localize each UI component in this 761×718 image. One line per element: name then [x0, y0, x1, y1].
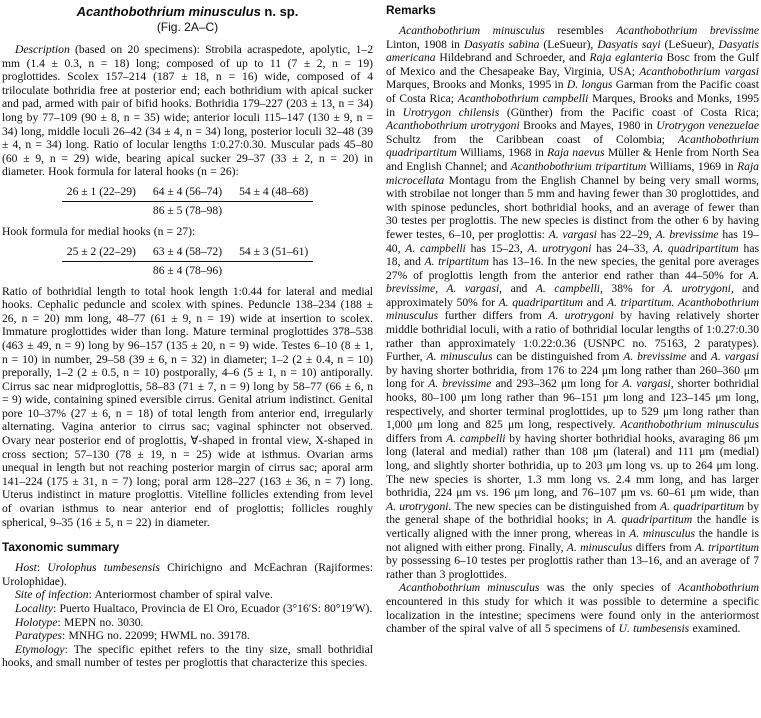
remarks-paragraph-2: Acanthobothrium minusculus was the only species of Acanthobothrium encountered in this study for which it was possible to determine a specific localization in the intestine; specimens were found only in the anteriormost chamber of the spiral valve of all 5 specimens of U. tumbesensis examined.	[386, 581, 759, 636]
paratypes-entry: Paratypes: MNHG no. 22099; HWML no. 39178.	[15, 629, 250, 643]
remarks-heading: Remarks	[386, 3, 436, 17]
medial-numerator-term-3: 54 ± 3 (51–61)	[239, 244, 309, 258]
etymology-entry: Etymology: The specific epithet refers to the tiny size, small bothridial hooks, and small number of testes per proglottis that characterize this species.	[2, 642, 373, 670]
right-column	[386, 2, 759, 670]
remarks-paragraph-1: Acanthobothrium minusculus resembles Acanthobothrium brevissime Linton, 1908 in Dasyatis sabina (LeSueur), Dasyatis sayi (LeSueur), Dasyatis americana Hildebrand and Schroeder, and Raja eglanteria Bosc from the Gulf of Mexico and the Chesapeake Bay, Virginia, USA; Acanthobothrium vargasi Marques, Brooks and Monks, 1995 in D. longus Garman from the Pacific coast of Costa Rica; Acanthobothrium campbelli Marques, Brooks and Monks, 1995 in Urotrygon chilensis (Günther) from the Pacific coast of Costa Rica; Acanthobothrium urotrygoni Brooks and Mayes, 1980 in Urotrygon venezuelae Schultz from the Caribbean coast of Colombia; Acanthobothrium quadripartitum Williams, 1968 in Raja naevus Müller & Henle from North Sea and English Channel; and Acanthobothrium tripartitum Williams, 1969 in Raja microcellata Montagu from the English Channel by being very small worms, with strobilae not longer than 5 mm and having fewer than 30 proglottides, and with spinose peduncles, short bothridial hooks, and an average of fewer than 30 testes per proglottis. The new species is distinct from the other 6 by having fewer testes, 6–10, per proglottis: A. vargasi has 22–29, A. brevissime has 19–40, A. campbelli has 15–23, A. urotrygoni has 24–33, A. quadripartitum has 18, and A. tripartitum has 13–16. In the new species, the genital pore averages 27% of proglottis length from the anterior end rather than 44–50% for A. brevissime, A. vargasi, and A. campbelli, 38% for A. urotrygoni, and approximately 50% for A. quadripartitum and A. tripartitum. Acanthobothrium minusculus further differs from A. urotrygoni by having relatively shorter middle bothridial loculi, with a ratio of bothridial locular lengths of 1:0.27:0.30 rather than approximately 1:0.22:0.36 (USNPC no. 75163, 2 paratypes). Further, A. minusculus can be distinguished from A. brevissime and A. vargasi by having shorter bothridia, from 176 to 224 μm long rather than 260–360 μm long for A. brevissime and 293–362 μm long for A. vargasi, shorter bothridial hooks, 80–100 μm long rather than 96–151 μm long and 123–145 μm long, respectively, and shorter terminal proglottides, up to 529 μm long rather than 1,000 μm long and 825 μm long, respectively. Acanthobothrium minusculus differs from A. campbelli by having shorter bothridial hooks, avaraging 86 μm long (lateral and medial) rather than 108 μm (lateral) and 111 μm (medial) long, and slightly shorter bothridia, up to 203 μm long vs. up to 264 μm long. The new species is shorter, 1.3 mm long vs. 2.4 mm long, and has larger bothridia, 224 μm vs. 196 μm long, and 76–107 μm vs. 60–61 μm wide, than A. urotrygoni. The new species can be distinguished from A. quadripartitum by the general shape of the bothridial hooks; in A. quadripartitum the handle is vertically aligned with the inner prong, whereas in A. minusculus the handle is not aligned with either prong. Finally, A. minusculus differs from A. tripartitum by possessing 6–10 testes per proglottis rather than 13–16, and an average of 7 rather than 3 proglottides.	[386, 24, 760, 581]
species-title	[2, 4, 373, 19]
description-paragraph: Description (based on 20 specimens): Strobila acraspedote, apolytic, 1–2 mm (1.4 ± 0.3, n = 18) long; composed of up to 11 (7 ± 2, n = 19) proglottides. Scolex 157–214 (187 ± 18, n = 16) wide, composed of 4 triloculate bothridia free at posterior end; each bothridium with apical sucker and pad, armed with pair of bifid hooks. Bothridia 179–227 (203 ± 13, n = 34) long by 77–109 (90 ± 8, n = 35) wide; anterior loculi 115–147 (130 ± 9, n = 34) long, middle loculi 26–42 (34 ± 4, n = 34) long, posterior loculi 32–48 (39 ± 4, n = 34) long. Ratio of locular lengths 1:0.27:0.30. Muscular pads 45–80 (60 ± 9, n = 29) wide, bearing apical sucker 29–37 (33 ± 2, n = 20) in diameter. Hook formula for lateral hooks (n = 26):	[2, 43, 373, 179]
figure-reference: (Fig. 2A–C)	[156, 20, 219, 34]
lateral-formula-numerator	[62, 185, 313, 202]
medial-formula-intro: Hook formula for medial hooks (n = 27):	[2, 224, 196, 238]
site-of-infection-entry: Site of infection: Anteriormost chamber of spiral valve.	[15, 588, 273, 602]
lateral-numerator-term-2: 64 ± 4 (56–74)	[152, 184, 223, 198]
ratio-paragraph: Ratio of bothridial length to total hook length 1:0.44 for lateral and medial hooks. Cephalic peduncle and scolex with spines. Peduncle 138–234 (188 ± 26, n = 20) mm long, 48–77 (61 ± 9, n = 19) wide at insertion to scolex. Immature proglottides wider than long. Mature terminal proglottides 378–538 (463 ± 49, n = 9) long by 96–157 (135 ± 20, n = 9) wide. Testes 6–10 (8 ± 1, n = 10) in number, 29–58 (39 ± 6, n = 32) in diameter; 1–2 (2 ± 0.4, n = 10) preporally, 1–2 (2 ± 0.5, n = 10) postporally, 4–6 (5 ± 1, n = 10) antiporally. Cirrus sac near midproglottis, 58–83 (71 ± 7, n = 9) long by 58–77 (66 ± 6, n = 9) wide, containing spined eversible cirrus. Genital atrium indistinct. Genital pore 10–37% (27 ± 6, n = 18) of total length from anterior end, irregularly alternating. Vagina anterior to cirrus sac; vaginal sphincter not observed. Ovary near posterior end of proglottis, ∀-shaped in frontal view, X-shaped in cross section; 57–130 (78 ± 19, n = 25) wide at isthmus. Ovarian arms unequal in length but not reaching posterior margin of cirrus sac; aporal arm 141–224 (175 ± 31, n = 7) long; poral arm 128–227 (163 ± 36, n = 7) long. Uterus indistinct in mature proglottis. Vitelline follicles extending from level of ovarian isthmus to near anterior end of proglottis; follicles roughly spherical, 9–35 (16 ± 5, n = 22) in diameter.	[2, 284, 373, 529]
lateral-numerator-term-3: 54 ± 4 (48–68)	[239, 184, 309, 198]
medial-numerator-term-2: 63 ± 4 (58–72)	[152, 244, 223, 258]
left-column	[2, 2, 373, 670]
holotype-entry: Holotype: MEPN no. 3030.	[15, 615, 144, 629]
taxonomic-summary-heading: Taxonomic summary	[2, 540, 120, 555]
medial-formula-numerator	[62, 245, 313, 262]
lateral-formula-denominator: 86 ± 5 (78–98)	[152, 203, 223, 217]
new-species-suffix: n. sp.	[260, 4, 299, 19]
host-entry: Host: Urolophus tumbesensis Chirichigno and McEachran (Rajiformes: Urolophidae).	[2, 561, 373, 588]
locality-entry: Locality: Puerto Hualtaco, Provincia de El Oro, Ecuador (3°16′S: 80°19′W).	[15, 602, 373, 615]
medial-formula-denominator: 86 ± 4 (78–96)	[152, 263, 223, 277]
species-name: Acanthobothrium minusculus	[76, 4, 261, 19]
medial-hook-formula	[62, 245, 313, 278]
lateral-numerator-term-1: 26 ± 1 (22–29)	[66, 184, 136, 198]
lateral-hook-formula	[62, 185, 313, 218]
medial-numerator-term-1: 25 ± 2 (22–29)	[66, 244, 136, 258]
